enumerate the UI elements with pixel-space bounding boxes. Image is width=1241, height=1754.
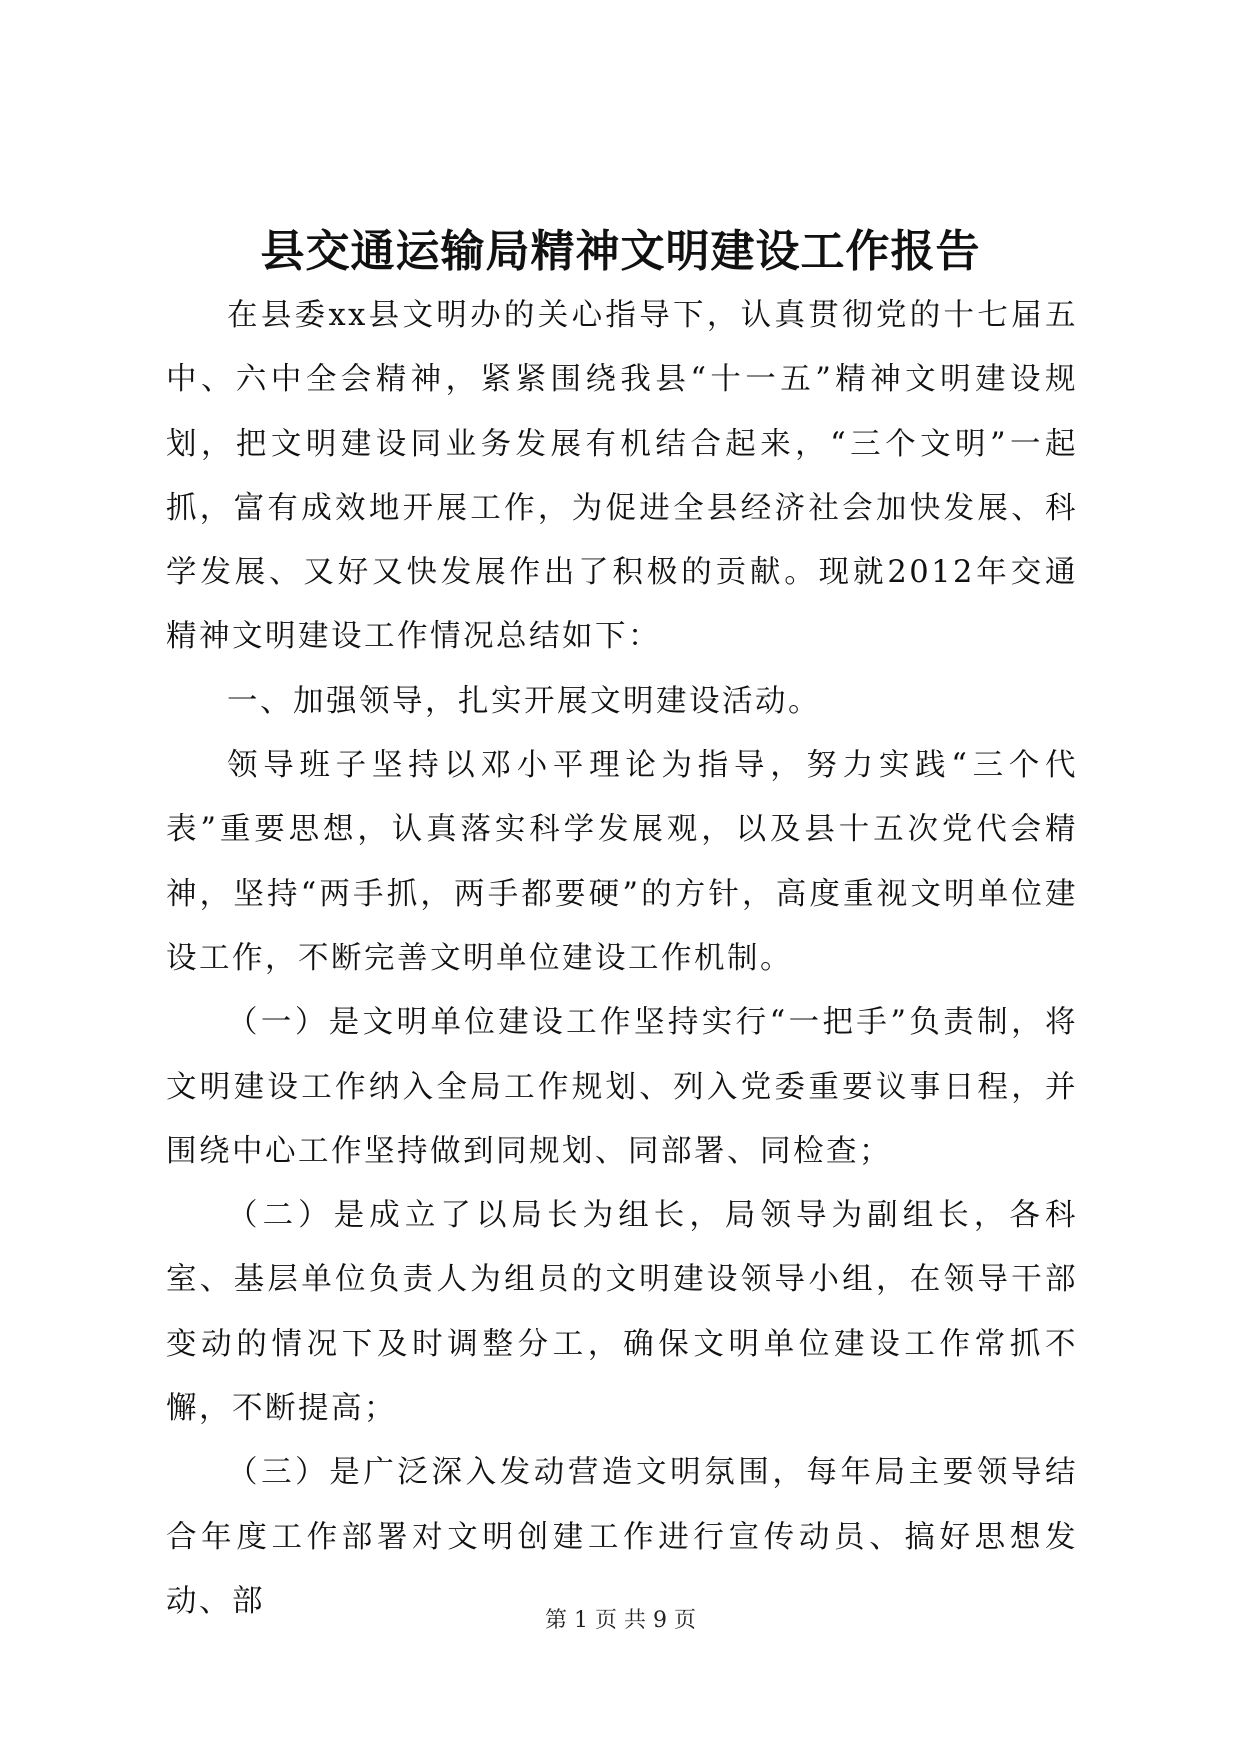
paragraph-item-3: （三）是广泛深入发动营造文明氛围，每年局主要领导结合年度工作部署对文明创建工作进行宣传动员、搞好思想发动、部 [166,1455,1078,1619]
document-body [166,284,1078,1634]
page-footer: 第 1 页 共 9 页 [545,1608,696,1633]
paragraph-item-1: （一）是文明单位建设工作坚持实行“一把手”负责制，将文明建设工作纳入全局工作规划、列入党委重要议事日程，并围绕中心工作坚持做到同规划、同部署、同检查； [166,1005,1078,1169]
section-heading-1: 一、加强领导，扎实开展文明建设活动。 [227,683,821,719]
paragraph-item-2: （二）是成立了以局长为组长，局领导为副组长，各科室、基层单位负责人为组员的文明建设领导小组，在领导干部变动的情况下及时调整分工，确保文明单位建设工作常抓不懈，不断提高； [166,1198,1078,1427]
document-title: 县交通运输局精神文明建设工作报告 [260,226,981,277]
paragraph-intro: 在县委xx县文明办的关心指导下，认真贯彻党的十七届五中、六中全会精神，紧紧围绕我县“十一五”精神文明建设规划，把文明建设同业务发展有机结合起来，“三个文明”一起抓，富有成效地开展工作，为促进全县经济社会加快发展、科学发展、又好又快发展作出了积极的贡献。现就2012年交通精神文明建设工作情况总结如下： [166,298,1078,655]
paragraph-leadership: 领导班子坚持以邓小平理论为指导，努力实践“三个代表”重要思想，认真落实科学发展观，以及县十五次党代会精神，坚持“两手抓，两手都要硬”的方针，高度重视文明单位建设工作，不断完善文明单位建设工作机制。 [166,748,1078,976]
